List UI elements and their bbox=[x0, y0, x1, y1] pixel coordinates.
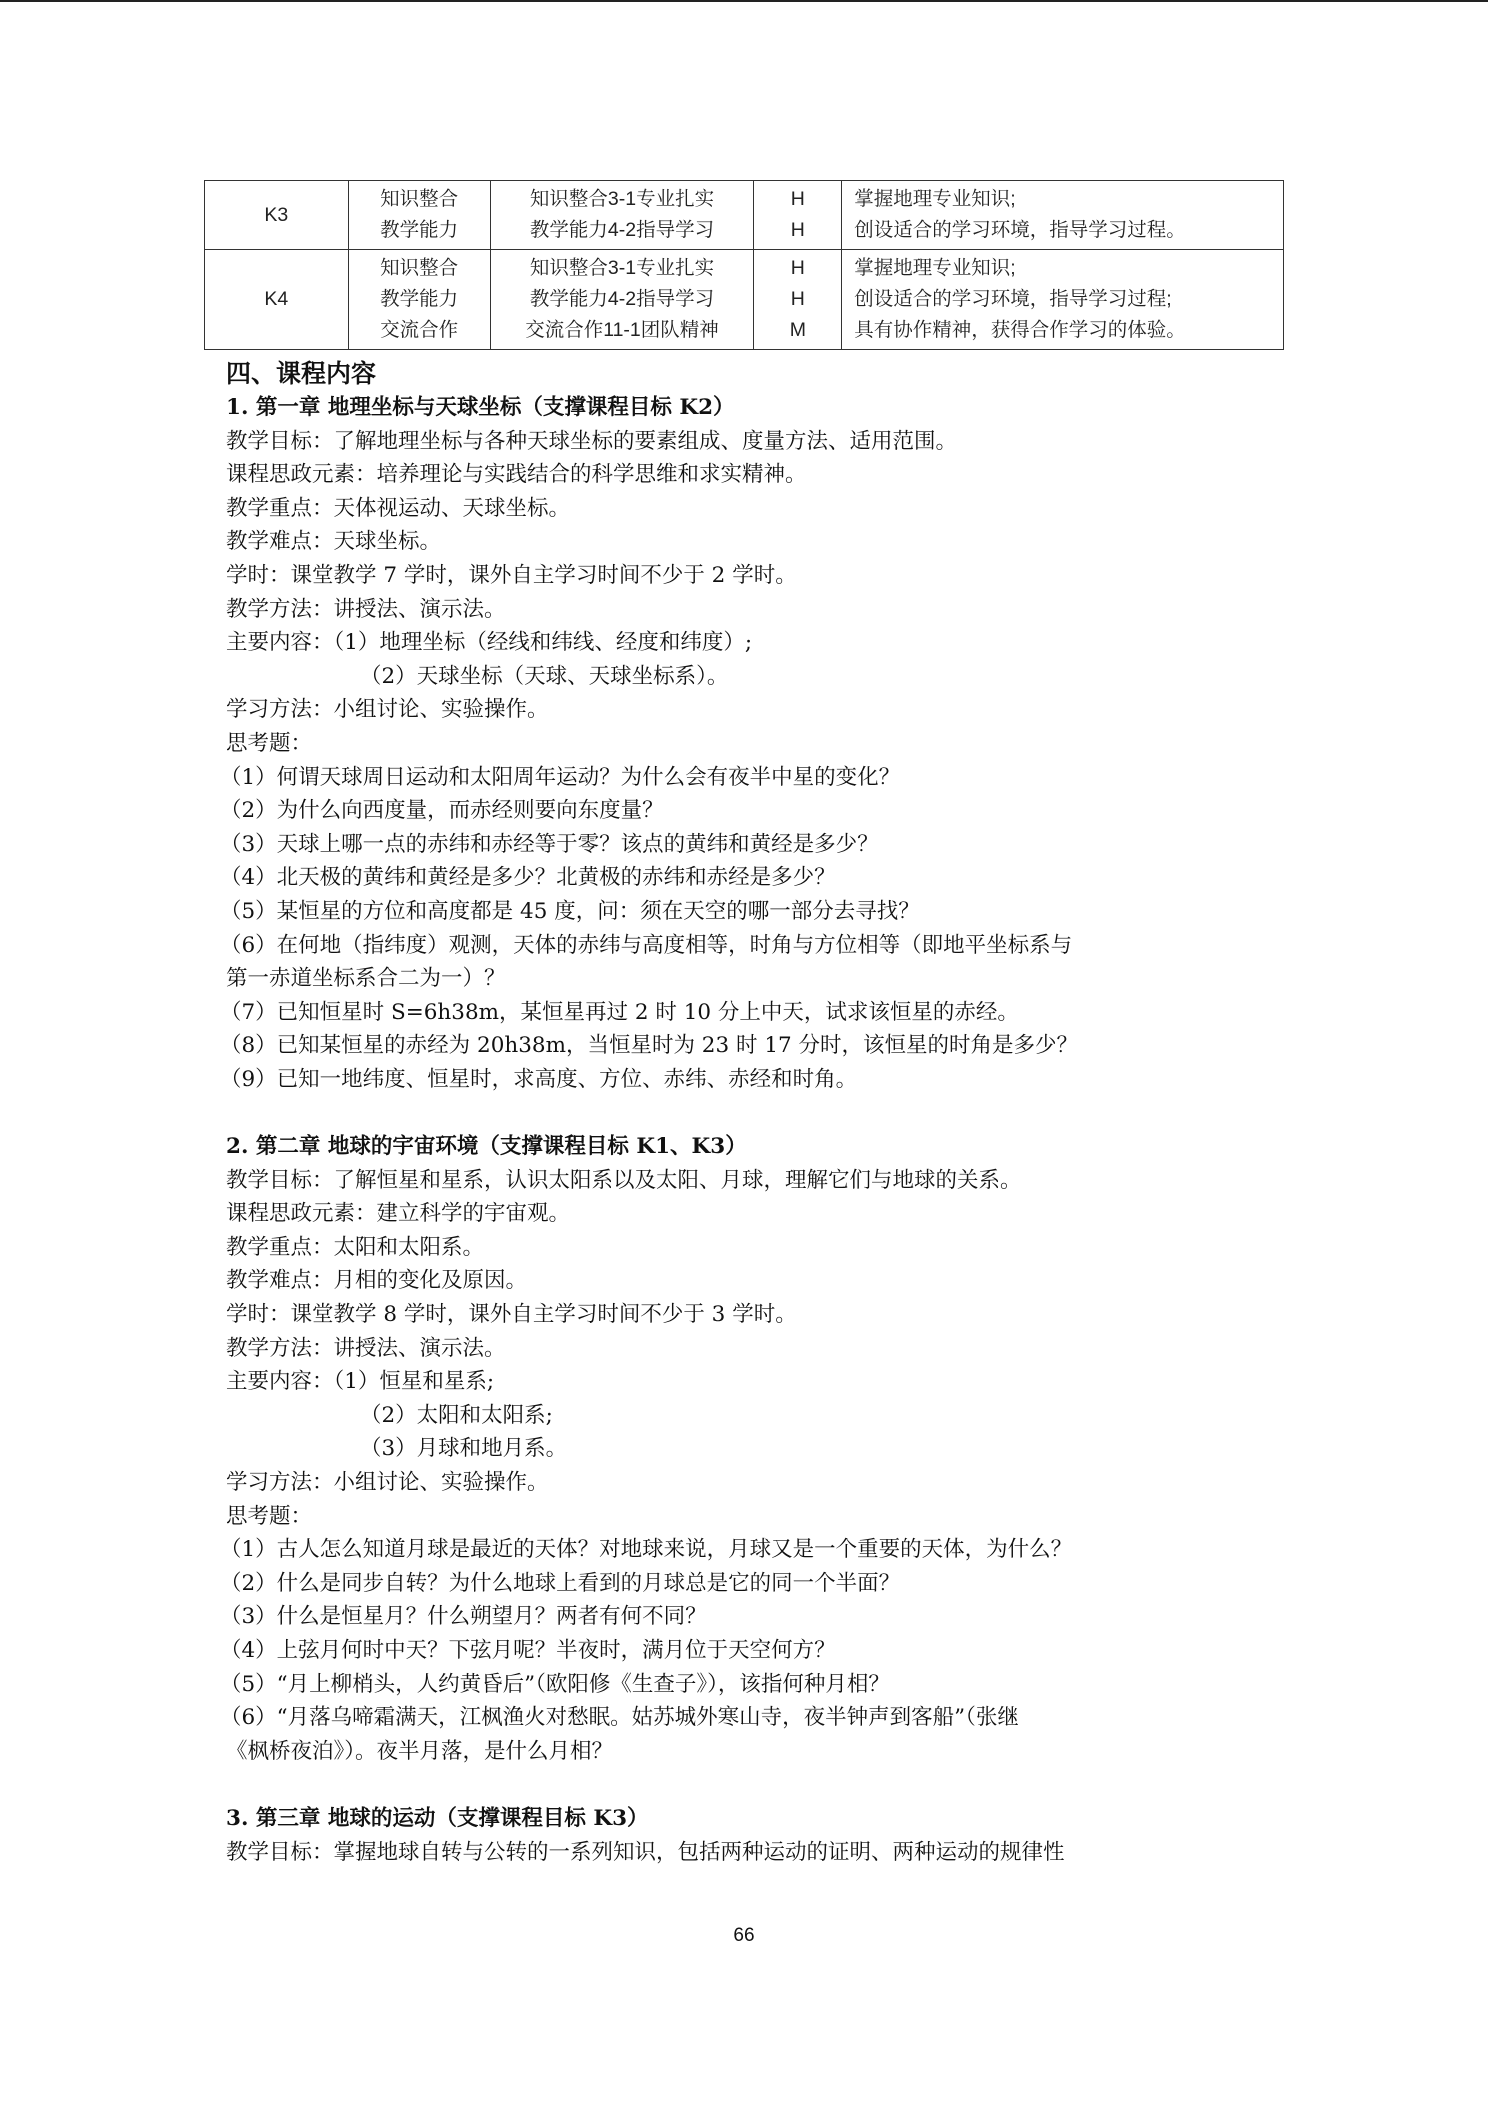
ch1-question: （2）为什么向西度量，而赤经则要向东度量？ bbox=[220, 798, 664, 824]
description-cell: 掌握地理专业知识; 创设适合的学习环境，指导学习过程。 bbox=[842, 181, 1284, 250]
level-cell: H H bbox=[754, 181, 842, 250]
ch2-question-continued: 《枫桥夜泊》）。夜半月落，是什么月相？ bbox=[226, 1738, 614, 1764]
ch1-content-item: （2）天球坐标（天球、天球坐标系）。 bbox=[360, 663, 729, 689]
ch1-line: 思考题： bbox=[226, 730, 313, 756]
ch2-question: （5）“月上柳梢头，人约黄昏后”（欧阳修《生查子》），该指何种月相？ bbox=[220, 1671, 890, 1697]
ch1-question: （5）某恒星的方位和高度都是 45 度，问：须在天空的哪一部分去寻找？ bbox=[220, 898, 920, 924]
ch1-line: 教学目标：了解地理坐标与各种天球坐标的要素组成、度量方法、适用范围。 bbox=[226, 428, 958, 454]
ch1-line: 学时：课堂教学 7 学时，课外自主学习时间不少于 2 学时。 bbox=[226, 562, 797, 588]
table-row-k4 bbox=[205, 250, 1284, 350]
ch1-line: 教学方法：讲授法、演示法。 bbox=[226, 596, 506, 622]
requirement-cell: 知识整合 教学能力 交流合作 bbox=[348, 250, 490, 350]
requirement-cell: 知识整合 教学能力 bbox=[348, 181, 490, 250]
ch1-question-continued: 第一赤道坐标系合二为一）？ bbox=[226, 966, 506, 992]
ch3-line: 教学目标：掌握地球自转与公转的一系列知识，包括两种运动的证明、两种运动的规律性 bbox=[226, 1839, 1065, 1865]
ch1-question: （6）在何地（指纬度）观测，天体的赤纬与高度相等，时角与方位相等（即地平坐标系与 bbox=[220, 932, 1073, 958]
ch1-question: （8）已知某恒星的赤经为 20h38m，当恒星时为 23 时 17 分时，该恒星的时角是多少？ bbox=[220, 1033, 1079, 1059]
course-objective-table bbox=[204, 180, 1284, 350]
ch2-line: 课程思政元素：建立科学的宇宙观。 bbox=[226, 1201, 571, 1227]
indicator-cell: 知识整合3-1专业扎实 教学能力4-2指导学习 交流合作11-1团队精神 bbox=[490, 250, 754, 350]
ch1-line: 学习方法：小组讨论、实验操作。 bbox=[226, 697, 549, 723]
ch1-line: 主要内容：（1）地理坐标（经线和纬线、经度和纬度）; bbox=[226, 630, 753, 656]
level-cell: H H M bbox=[754, 250, 842, 350]
page-number: 66 bbox=[733, 1925, 755, 1946]
ch2-line: 教学目标：了解恒星和星系，认识太阳系以及太阳、月球，理解它们与地球的关系。 bbox=[226, 1167, 1022, 1193]
ch2-content-item: （3）月球和地月系。 bbox=[360, 1436, 568, 1462]
description-cell: 掌握地理专业知识; 创设适合的学习环境，指导学习过程; 具有协作精神，获得合作学习的体验。 bbox=[842, 250, 1284, 350]
ch1-line: 课程思政元素：培养理论与实践结合的科学思维和求实精神。 bbox=[226, 462, 807, 488]
chapter-2-heading: 2. 第二章 地球的宇宙环境（支撑课程目标 K1、K3） bbox=[226, 1134, 747, 1160]
ch2-question: （3）什么是恒星月？什么朔望月？两者有何不同？ bbox=[220, 1604, 707, 1630]
top-border-line bbox=[0, 0, 1488, 2]
ch2-question: （2）什么是同步自转？为什么地球上看到的月球总是它的同一个半面？ bbox=[220, 1570, 901, 1596]
course-content-body bbox=[220, 356, 1266, 1869]
ch2-line: 思考题： bbox=[226, 1503, 313, 1529]
section-title: 四、课程内容 bbox=[226, 359, 377, 388]
ch2-question: （4）上弦月何时中天？下弦月呢？半夜时，满月位于天空何方？ bbox=[220, 1637, 836, 1663]
goal-cell: K4 bbox=[205, 250, 349, 350]
indicator-cell: 知识整合3-1专业扎实 教学能力4-2指导学习 bbox=[490, 181, 754, 250]
chapter-1-heading: 1. 第一章 地理坐标与天球坐标（支撑课程目标 K2） bbox=[226, 395, 735, 420]
table-row-k3 bbox=[205, 181, 1284, 250]
ch1-line: 教学重点：天体视运动、天球坐标。 bbox=[226, 495, 571, 521]
ch1-question: （4）北天极的黄纬和黄经是多少？北黄极的赤纬和赤经是多少？ bbox=[220, 865, 836, 891]
spacer bbox=[226, 1768, 1266, 1802]
ch2-question: （6）“月落乌啼霜满天，江枫渔火对愁眠。姑苏城外寒山寺，夜半钟声到客船”（张继 bbox=[220, 1705, 1019, 1731]
ch1-question: （3）天球上哪一点的赤纬和赤经等于零？该点的黄纬和黄经是多少？ bbox=[220, 831, 879, 857]
ch1-question: （1）何谓天球周日运动和太阳周年运动？为什么会有夜半中星的变化？ bbox=[220, 764, 901, 790]
spacer bbox=[226, 1096, 1266, 1130]
ch1-question: （7）已知恒星时 S=6h38m，某恒星再过 2 时 10 分上中天，试求该恒星的赤经。 bbox=[220, 999, 1019, 1025]
ch2-line: 教学方法：讲授法、演示法。 bbox=[226, 1335, 506, 1361]
ch2-question: （1）古人怎么知道月球是最近的天体？对地球来说，月球又是一个重要的天体，为什么？ bbox=[220, 1537, 1073, 1563]
chapter-3-heading: 3. 第三章 地球的运动（支撑课程目标 K3） bbox=[226, 1805, 649, 1831]
ch2-content-item: （2）太阳和太阳系; bbox=[360, 1402, 553, 1428]
ch2-line: 学习方法：小组讨论、实验操作。 bbox=[226, 1470, 549, 1495]
ch2-line: 主要内容：（1）恒星和星系; bbox=[226, 1369, 495, 1395]
ch2-line: 教学难点：月相的变化及原因。 bbox=[226, 1268, 528, 1294]
ch1-question: （9）已知一地纬度、恒星时，求高度、方位、赤纬、赤经和时角。 bbox=[220, 1066, 858, 1092]
ch2-line: 教学重点：太阳和太阳系。 bbox=[226, 1234, 485, 1260]
ch1-line: 教学难点：天球坐标。 bbox=[226, 529, 442, 555]
ch2-line: 学时：课堂教学 8 学时，课外自主学习时间不少于 3 学时。 bbox=[226, 1302, 797, 1328]
goal-cell: K3 bbox=[205, 181, 349, 250]
